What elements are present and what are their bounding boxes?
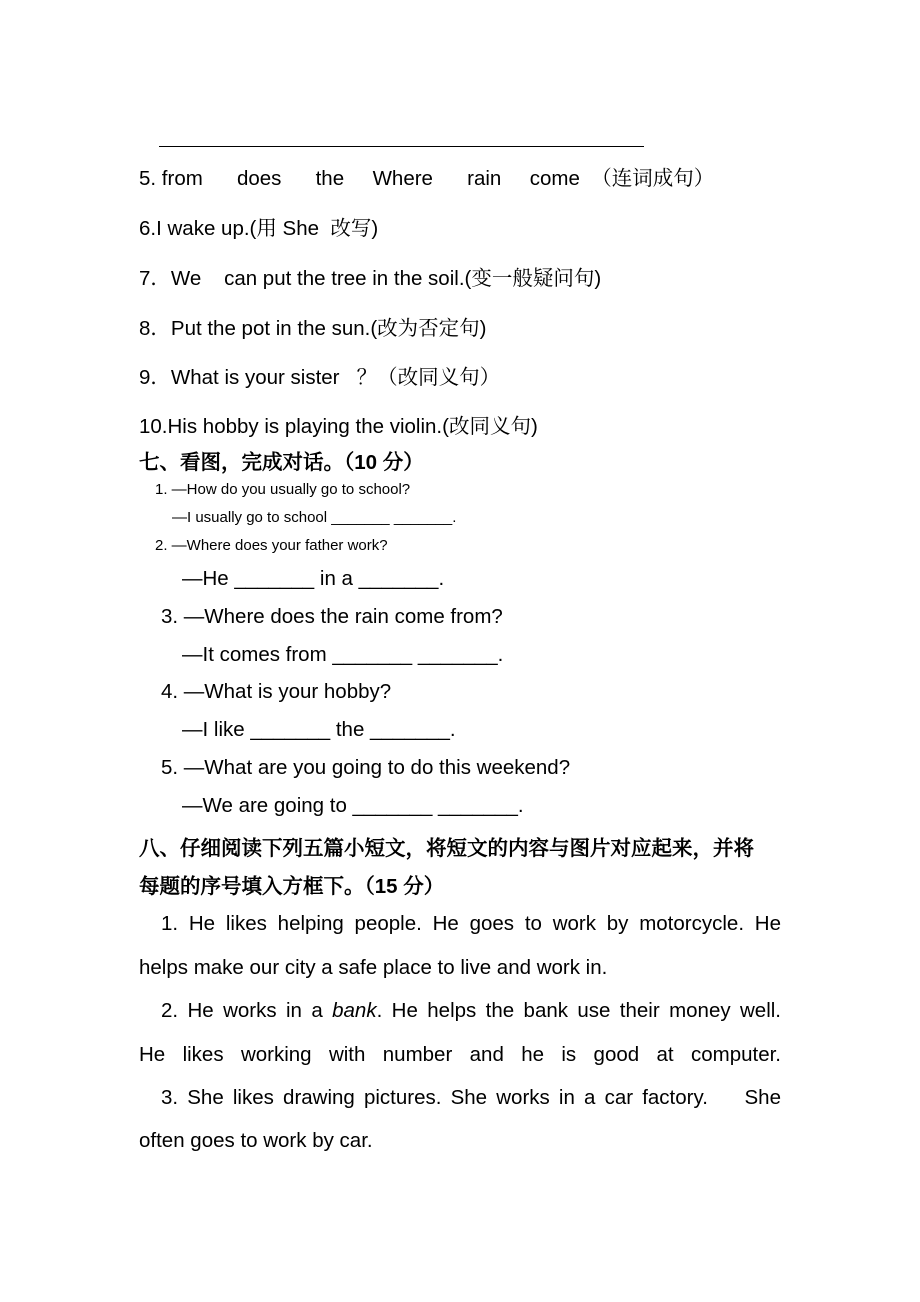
- passage-2-line-1-start: 2. He works in a: [161, 999, 333, 1022]
- question-5: 5. from does the Where rain come （连词成句）: [139, 167, 715, 190]
- passage-1-line-1: 1. He likes helping people. He goes to work by motorcycle. He: [161, 912, 781, 935]
- question-6: 6.I wake up.(用 She 改写): [139, 217, 379, 240]
- dialogue-4-question: 4. —What is your hobby?: [161, 680, 392, 703]
- passage-2-line-2: He likes working with number and he is good at computer.: [139, 1043, 781, 1066]
- section-8-heading-line-1: 八、仔细阅读下列五篇小短文，将短文的内容与图片对应起来，并将: [139, 837, 754, 860]
- dialogue-3-question: 3. —Where does the rain come from?: [161, 605, 503, 628]
- section-7-heading: 七、看图，完成对话。（10 分）: [139, 451, 424, 474]
- question-7: 7．We can put the tree in the soil.(变一般疑问句): [139, 267, 602, 290]
- answer-line: [159, 146, 644, 147]
- passage-3-line-2: often goes to work by car.: [139, 1129, 373, 1152]
- dialogue-3-answer: —It comes from _______ _______.: [182, 643, 504, 666]
- dialogue-2-question: 2. —Where does your father work?: [155, 537, 388, 554]
- question-10: 10.His hobby is playing the violin.(改同义句): [139, 415, 538, 438]
- dialogue-4-answer: —I like _______ the _______.: [182, 718, 456, 741]
- section-8-heading-line-2: 每题的序号填入方框下。（15 分）: [139, 875, 445, 898]
- dialogue-2-answer: —He _______ in a _______.: [182, 567, 445, 590]
- dialogue-1-answer: —I usually go to school _______ _______.: [172, 509, 457, 526]
- passage-2-line-1: [161, 999, 781, 1023]
- dialogue-5-answer: —We are going to _______ _______.: [182, 794, 524, 817]
- dialogue-5-question: 5. —What are you going to do this weekend?: [161, 756, 571, 779]
- passage-2-line-1-end: . He helps the bank use their money well.: [376, 999, 781, 1022]
- question-8: 8．Put the pot in the sun.(改为否定句): [139, 317, 487, 340]
- passage-3-line-1: 3. She likes drawing pictures. She works in a car factory. She: [161, 1086, 781, 1109]
- passage-1-line-2: helps make our city a safe place to live and work in.: [139, 956, 608, 979]
- question-9: 9．What is your sister ？（改同义句）: [139, 366, 501, 389]
- dialogue-1-question: 1. —How do you usually go to school?: [155, 481, 411, 498]
- passage-2-bank-word: bank: [332, 999, 377, 1022]
